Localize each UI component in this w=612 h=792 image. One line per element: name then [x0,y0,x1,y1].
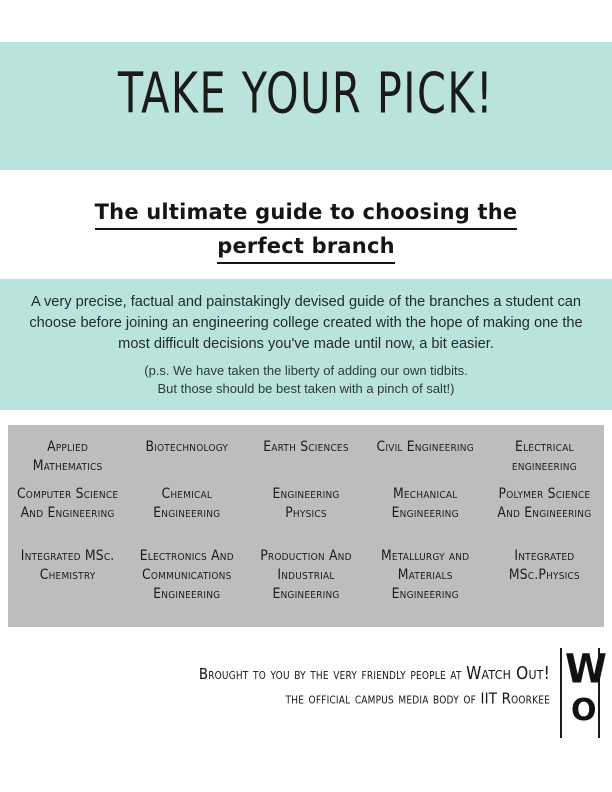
branch-cell: Electrical engineering [511,437,577,474]
branch-cell: Applied Mathematics [32,437,103,474]
branch-cell: Earth Sciences [263,437,349,455]
description-text: A very precise, factual and painstakingly devised guide of the branches a student can choose before joining an engineering college created with the hope of making one the most difficult decisions you've made until now, a bit easier. [29,294,583,352]
branch-cell: Computer Science And Engineering [16,484,119,521]
branch-cell: Integrated MSc.Physics [508,546,580,583]
branch-cell: Engineering Physics [272,484,340,521]
branch-cell: Integrated MSc. Chemistry [20,546,115,583]
branch-cell: Mechanical Engineering [391,484,459,521]
description-note-line-1: (p.s. We have taken the liberty of adding our own tidbits. [144,363,468,378]
logo-letter-w: W [565,645,607,693]
branch-cell: Metallurgy and Materials Engineering [381,546,470,602]
logo-letter-o: O [571,693,597,728]
footer-subtitle: the official campus media body of IIT Roorkee [285,691,550,709]
footer-credit-prefix: Brought to you by the very friendly people at [198,666,462,684]
description-note [56,362,556,398]
branch-table [8,425,604,627]
subtitle [0,198,612,264]
branch-cell: Chemical Engineering [153,484,221,521]
branch-cell: Polymer Science And Engineering [497,484,592,521]
branch-cell: Electronics And Communications Engineering [139,546,234,602]
branch-cell: Civil Engineering [376,437,474,455]
subtitle-line-1: The ultimate guide to choosing the [95,198,518,230]
subtitle-line-2: perfect branch [217,232,395,264]
branch-cell: Biotechnology [145,437,229,455]
description-note-line-2: But those should be best taken with a pinch of salt!) [157,381,455,396]
watch-out-logo [560,645,607,738]
branch-cell: Production And Industrial Engineering [260,546,352,602]
page-title: TAKE YOUR PICK! [117,60,495,126]
footer-credit-line [150,663,550,684]
footer-brand-name: Watch Out! [466,663,550,684]
